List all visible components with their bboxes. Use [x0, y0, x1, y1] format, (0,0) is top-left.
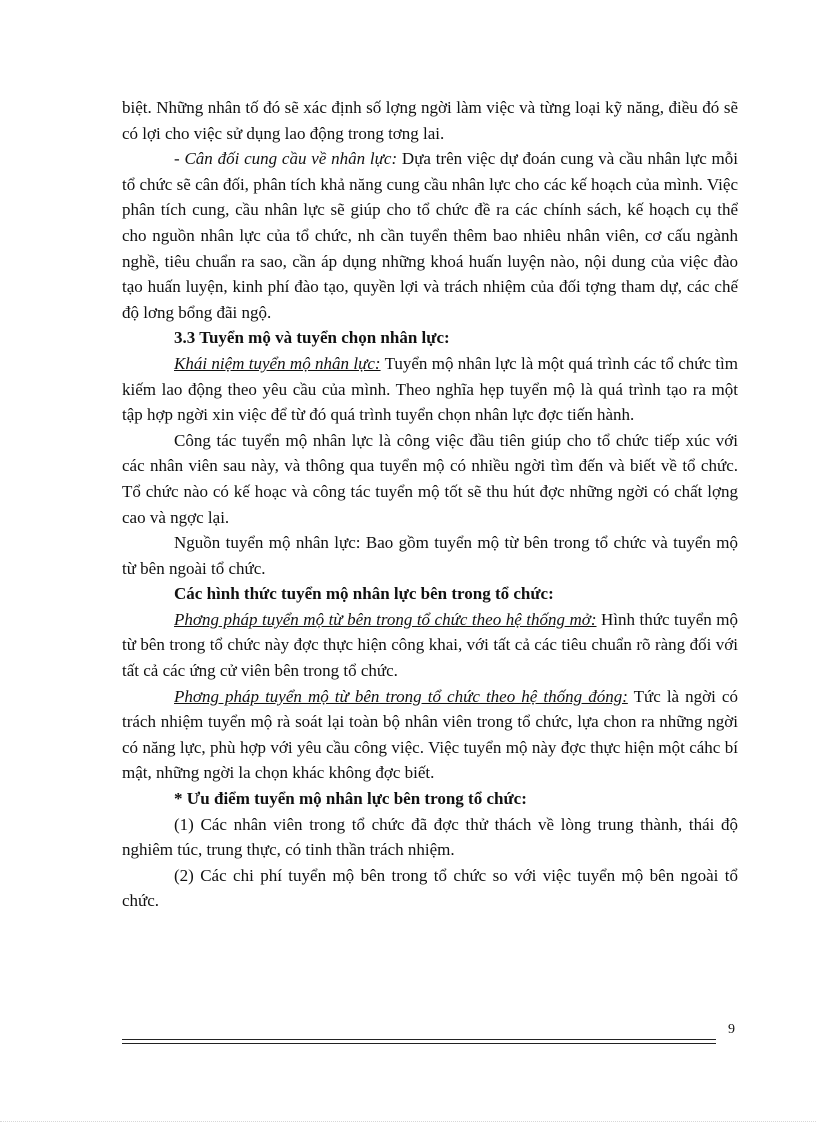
paragraph — [122, 684, 738, 786]
term-label: Khái niệm tuyển mộ nhân lực: — [174, 353, 381, 373]
term-label: - Cân đối cung cầu về nhân lực: — [174, 149, 398, 169]
paragraph-text: Dựa trên việc dự đoán cung và cầu nhân lực mỗi tổ chức sẽ cân đối, phân tích khả năng cung cầu nhân lực cho các kế hoạch của mình. Việc phân tích cung, cầu nhân lực sẽ giúp cho tổ chức đề ra các chính sách, kế hoạch cụ thể cho nguồn nhân lực của tổ chức, nh cần tuyển thêm bao nhiêu nhân viên, cơ cấu ngành nghề, tiêu chuẩn ra sao, cần áp dụng những khoá huấn luyện nào, nội dung của việc đào tạo huấn luyện, kinh phí đào tạo, quyền lợi và trách nhiệm của đối tợng tham dự, các chế độ lơng bổng đãi ngộ. — [122, 149, 738, 322]
footer-rule — [122, 1043, 716, 1044]
document-body — [122, 95, 738, 914]
paragraph: (1) Các nhân viên trong tổ chức đã đợc thử thách về lòng trung thành, thái độ nghiêm túc, trung thực, có tinh thần trách nhiệm. — [122, 814, 738, 860]
paragraph — [122, 607, 738, 684]
page-edge-divider — [0, 1121, 816, 1122]
section-heading: Các hình thức tuyển mộ nhân lực bên trong tổ chức: — [174, 584, 554, 604]
section-heading: 3.3 Tuyển mộ và tuyển chọn nhân lực: — [174, 328, 450, 348]
paragraph-text: Tuyển mộ nhân lực là một quá trình các tổ chức tìm kiếm lao động theo yêu cầu của mình. Theo nghĩa hẹp tuyển mộ là quá trình tạo ra một tập hợp ngời xin việc để từ đó quá trình tuyển chọn nhân lực đợc tiến hành. — [122, 353, 738, 425]
paragraph: (2) Các chi phí tuyển mộ bên trong tổ chức so với việc tuyển mộ bên ngoài tổ chức. — [122, 865, 738, 911]
page-number: 9 — [728, 1022, 735, 1037]
paragraph: biệt. Những nhân tố đó sẽ xác định số lợng ngời làm việc và từng loại kỹ năng, điều đó sẽ có lợi cho việc sử dụng lao động trong tơng lai. — [122, 98, 738, 143]
term-label: Phơng pháp tuyển mộ từ bên trong tổ chức theo hệ thống mở: — [174, 609, 597, 629]
paragraph — [122, 146, 738, 325]
term-label: Phơng pháp tuyển mộ từ bên trong tổ chức theo hệ thống đóng: — [174, 686, 628, 706]
paragraph-text: Hình thức tuyển mộ từ bên trong tổ chức này đợc thực hiện công khai, với tất cả các tiêu chuẩn rõ ràng đối với tất cả các ứng cử viên bên trong tổ chức. — [122, 609, 738, 681]
footer-rule — [122, 1039, 716, 1040]
paragraph-text: Tức là ngời có trách nhiệm tuyển mộ rà soát lại toàn bộ nhân viên trong tổ chức, lựa chon ra những ngời có năng lực, phù hợp với yêu cầu công việc. Việc tuyển mộ này đợc thực hiện một cáhc bí mật, những ngời la chọn khác không đợc biết. — [122, 686, 738, 783]
paragraph — [122, 351, 738, 428]
paragraph: Công tác tuyển mộ nhân lực là công việc đầu tiên giúp cho tổ chức tiếp xúc với các nhân viên sau này, và thông qua tuyển mộ có nhiều ngời tìm đến và biết về tổ chức. Tổ chức nào có kế hoạc và công tác tuyển mộ tốt sẽ thu hút đợc những ngời có chất lợng cao và ngợc lại. — [122, 430, 738, 527]
section-heading: * Ưu điểm tuyển mộ nhân lực bên trong tổ chức: — [174, 789, 527, 809]
paragraph: Nguồn tuyển mộ nhân lực: Bao gồm tuyển mộ từ bên trong tổ chức và tuyển mộ từ bên ngoài tổ chức. — [122, 533, 738, 578]
